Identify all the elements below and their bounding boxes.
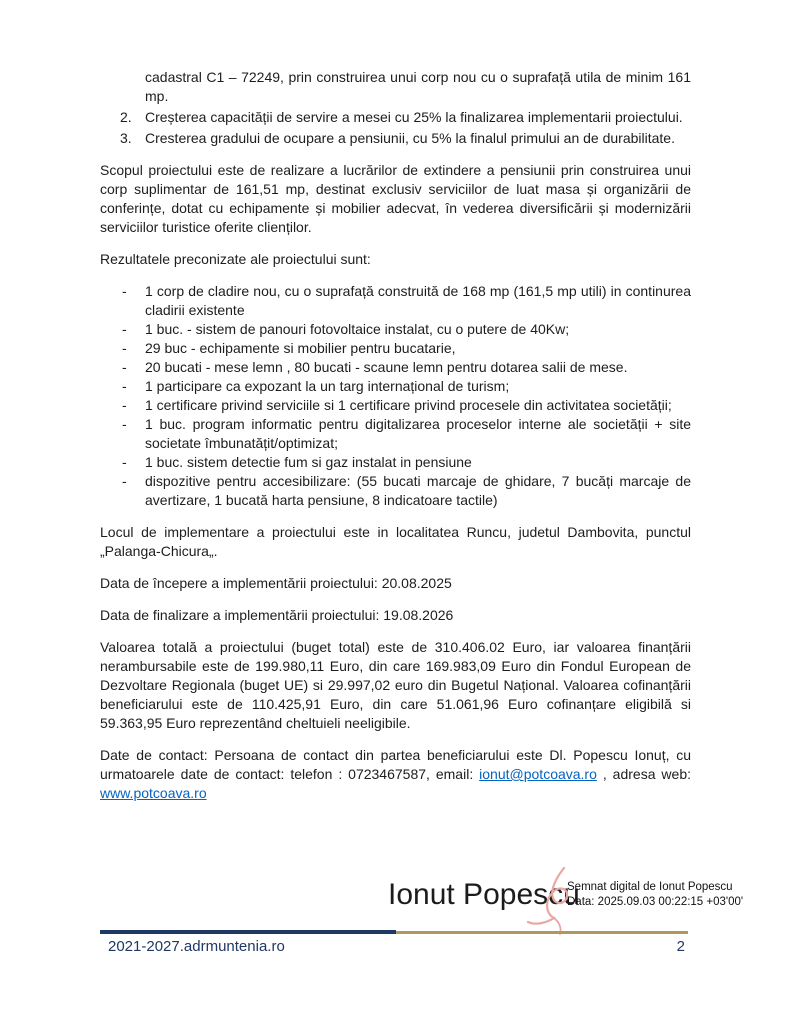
contact-text-between-links: , adresa web: <box>596 766 692 782</box>
results-bullet-list <box>100 282 691 510</box>
results-heading: Rezultatele preconizate ale proiectului sunt: <box>100 251 371 267</box>
signature-details <box>567 880 743 910</box>
list-item-text: 1 certificare privind serviciile si 1 certificare privind procesele din activitatea societății; <box>145 397 672 413</box>
list-item-marker <box>120 68 145 106</box>
signature-detail-line1: Semnat digital de Ionut Popescu <box>567 881 733 893</box>
list-item-marker: 3. <box>120 130 132 146</box>
bullet-marker: - <box>122 473 127 489</box>
footer-divider-rule <box>100 930 688 934</box>
scope-paragraph: Scopul proiectului este de realizare a lucrărilor de extindere a pensiunii prin construirea unui corp suplimentar de 161,51 mp, destinat exclusiv serviciilor de luat masa și organizării de conferințe, dotat cu echipamente și mobilier adecvat, în vederea diversificării și modernizării serviciilor turistice oferite clienților. <box>100 162 691 235</box>
budget-paragraph: Valoarea totală a proiectului (buget total) este de 310.406.02 Euro, iar valoarea finanțării nerambursabile este de 199.980,11 Euro, din care 169.983,09 Euro din Fondul European de Dezvoltare Regionala (buget UE) si 29.997,02 euro din Bugetul Național. Valoarea cofinanțării beneficiarului este de 110.425,91 Euro, din care 51.061,96 Euro cofinanțare eligibilă si 59.363,95 Euro reprezentând cheltuieli neeligibile. <box>100 639 691 731</box>
location-paragraph: Locul de implementare a proiectului este in localitatea Runcu, judetul Dambovita, punctul „Palanga-Chicura„. <box>100 524 691 559</box>
signature-name: Ionut Popescu <box>388 878 580 911</box>
list-item <box>100 129 691 148</box>
bullet-marker: - <box>122 378 127 394</box>
objectives-numbered-list <box>100 68 691 148</box>
footer-rule-navy-segment <box>100 930 396 934</box>
contact-paragraph <box>100 746 691 803</box>
list-item-text: Cresterea gradului de ocupare a pensiunii, cu 5% la finalul primului an de durabilitate. <box>145 130 675 146</box>
bullet-marker: - <box>122 416 127 432</box>
list-item-text: 1 buc. - sistem de panouri fotovoltaice instalat, cu o putere de 40Kw; <box>145 321 570 337</box>
list-item <box>100 68 691 106</box>
footer-rule-gold-segment <box>396 931 688 934</box>
start-date-line: Data de începere a implementării proiectului: 20.08.2025 <box>100 575 452 591</box>
email-link[interactable]: ionut@potcoava.ro <box>479 766 597 782</box>
list-item <box>100 339 691 358</box>
list-item-text: 29 buc - echipamente si mobilier pentru bucatarie, <box>145 340 456 356</box>
list-item <box>100 320 691 339</box>
list-item-text: 20 bucati - mese lemn , 80 bucati - scaune lemn pentru dotarea salii de mese. <box>145 359 628 375</box>
list-item-text: Creșterea capacității de servire a mesei cu 25% la finalizarea implementarii proiectului. <box>145 109 683 125</box>
list-item <box>100 377 691 396</box>
signature-detail-line2: Data: 2025.09.03 00:22:15 +03'00' <box>567 896 744 908</box>
list-item <box>100 415 691 453</box>
bullet-marker: - <box>122 454 127 470</box>
list-item-text: cadastral C1 – 72249, prin construirea unui corp nou cu o suprafață utila de minim 161 mp. <box>145 69 691 104</box>
website-link[interactable]: www.potcoava.ro <box>100 785 207 801</box>
bullet-marker: - <box>122 283 127 299</box>
list-item-text: dispozitive pentru accesibilizare: (55 bucati marcaje de ghidare, 7 bucăți marcaje de avertizare, 1 bucată harta pensiune, 8 indicatoare tactile) <box>145 473 691 508</box>
list-item <box>100 453 691 472</box>
bullet-marker: - <box>122 321 127 337</box>
footer-site-text: 2021-2027.adrmuntenia.ro <box>108 938 285 955</box>
list-item <box>100 108 691 127</box>
list-item-text: 1 participare ca expozant la un targ internațional de turism; <box>145 378 510 394</box>
footer-page-number: 2 <box>676 938 685 955</box>
list-item-text: 1 buc. sistem detectie fum si gaz instalat in pensiune <box>145 454 472 470</box>
page-footer <box>100 938 688 955</box>
list-item <box>100 472 691 510</box>
document-content <box>100 68 691 816</box>
bullet-marker: - <box>122 359 127 375</box>
list-item-marker: 2. <box>120 109 132 125</box>
list-item <box>100 358 691 377</box>
end-date-line: Data de finalizare a implementării proiectului: 19.08.2026 <box>100 607 454 623</box>
list-item <box>100 396 691 415</box>
list-item <box>100 282 691 320</box>
bullet-marker: - <box>122 340 127 356</box>
digital-signature-block <box>388 864 748 936</box>
list-item-text: 1 corp de cladire nou, cu o suprafață construită de 168 mp (161,5 mp utili) in continurea cladirii existente <box>145 283 691 318</box>
bullet-marker: - <box>122 397 127 413</box>
contact-text-before-email: Date de contact: Persoana de contact din partea beneficiarului este Dl. Popescu Ionuț, cu urmatoarele date de contact: telefon : 0723467587, email: <box>100 747 691 782</box>
list-item-text: 1 buc. program informatic pentru digitalizarea proceselor interne ale societății + site societate îmbunatățit/optimizat; <box>145 416 691 451</box>
